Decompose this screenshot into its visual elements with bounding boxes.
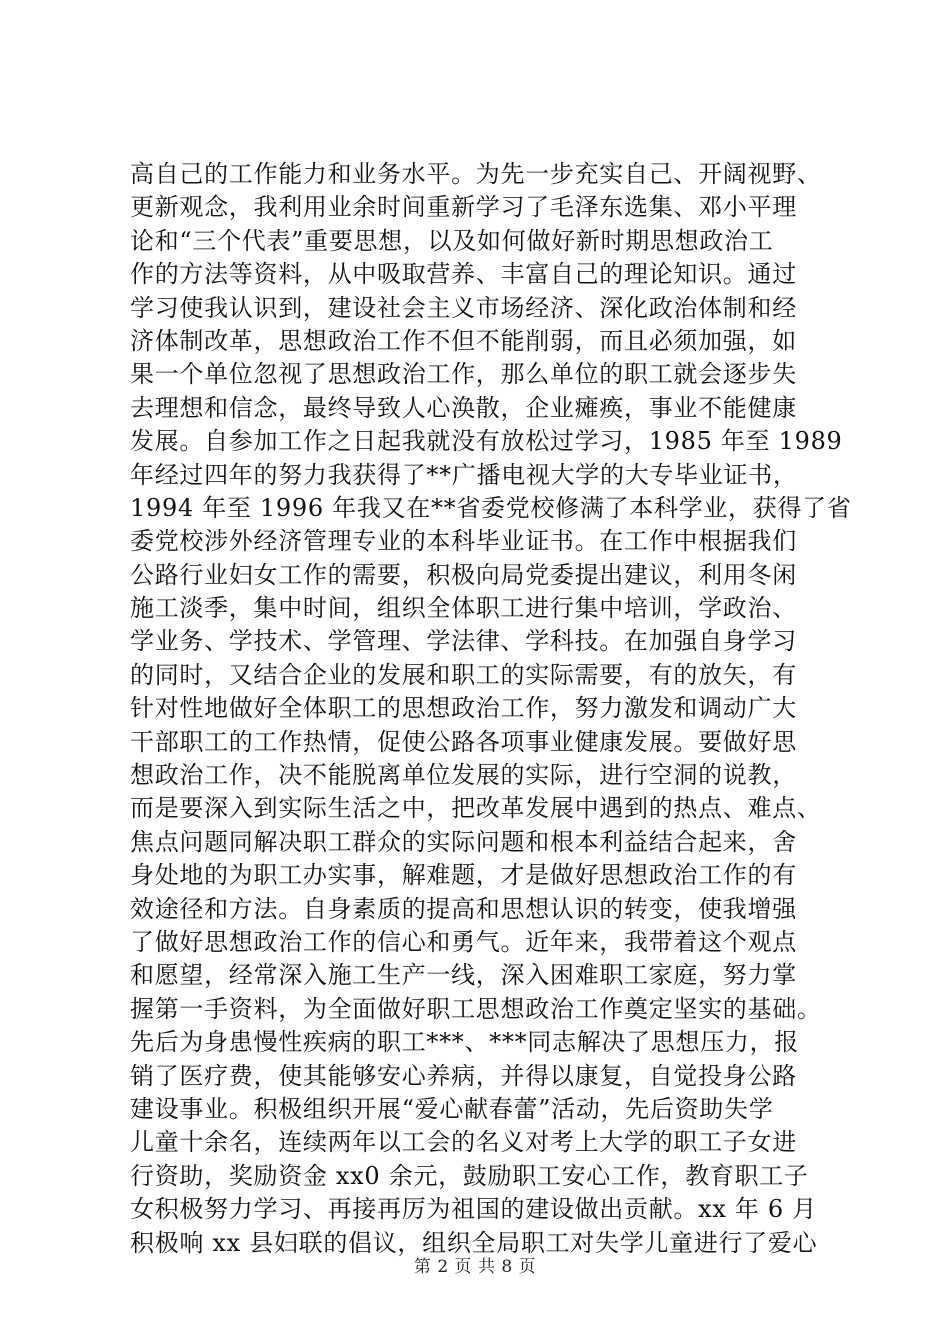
text-line: 先后为身患慢性疾病的职工***、***同志解决了思想压力，报 bbox=[130, 1028, 799, 1057]
text-line: 了做好思想政治工作的信心和勇气。近年来，我带着这个观点 bbox=[130, 927, 797, 956]
text-line: 身处地的为职工办实事，解难题，才是做好思想政治工作的有 bbox=[130, 861, 797, 890]
text-line: 建设事业。积极组织开展“爱心献春蕾”活动，先后资助失学 bbox=[130, 1094, 774, 1123]
text-line: 高自己的工作能力和业务水平。为先一步充实自己、开阔视野、 bbox=[130, 160, 822, 188]
text-line: 作的方法等资料，从中吸取营养、丰富自己的理论知识。通过 bbox=[130, 260, 797, 289]
text-line: 果一个单位忽视了思想政治工作，那么单位的职工就会逐步失 bbox=[130, 360, 797, 389]
text-line: 想政治工作，决不能脱离单位发展的实际，进行空洞的说教， bbox=[130, 761, 797, 790]
text-line: 干部职工的工作热情，促使公路各项事业健康发展。要做好思 bbox=[130, 727, 797, 756]
text-line: 握第一手资料，为全面做好职工思想政治工作奠定坚实的基础。 bbox=[130, 994, 822, 1023]
body-text bbox=[130, 158, 852, 1260]
text-line: 儿童十余名，连续两年以工会的名义对考上大学的职工子女进 bbox=[130, 1128, 797, 1157]
text-line: 年经过四年的努力我获得了**广播电视大学的大专毕业证书， bbox=[130, 460, 798, 489]
text-line: 的同时，又结合企业的发展和职工的实际需要，有的放矢，有 bbox=[130, 660, 797, 689]
text-line: 1994 年至 1996 年我又在**省委党校修满了本科学业，获得了省 bbox=[130, 493, 852, 522]
text-line: 施工淡季，集中时间，组织全体职工进行集中培训，学政治、 bbox=[130, 594, 797, 623]
text-line: 论和“三个代表”重要思想，以及如何做好新时期思想政治工 bbox=[130, 226, 774, 255]
text-line: 学业务、学技术、学管理、学法律、学科技。在加强自身学习 bbox=[130, 627, 797, 656]
text-line: 发展。自参加工作之日起我就没有放松过学习，1985 年至 1989 bbox=[130, 427, 843, 456]
text-line: 公路行业妇女工作的需要，积极向局党委提出建议，利用冬闲 bbox=[130, 560, 797, 589]
text-line: 行资助，奖励资金 xx0 余元，鼓励职工安心工作，教育职工子 bbox=[130, 1161, 809, 1190]
text-line: 委党校涉外经济管理专业的本科毕业证书。在工作中根据我们 bbox=[130, 527, 797, 556]
text-line: 和愿望，经常深入施工生产一线，深入困难职工家庭，努力掌 bbox=[130, 961, 797, 990]
text-line: 济体制改革，思想政治工作不但不能削弱，而且必须加强，如 bbox=[130, 326, 797, 355]
text-line: 焦点问题同解决职工群众的实际问题和根本利益结合起来，舍 bbox=[130, 827, 797, 856]
text-line: 销了医疗费，使其能够安心养病，并得以康复，自觉投身公路 bbox=[130, 1061, 797, 1090]
text-line: 效途径和方法。自身素质的提高和思想认识的转变，使我增强 bbox=[130, 894, 797, 923]
text-line: 积极响 xx 县妇联的倡议，组织全局职工对失学儿童进行了爱心 bbox=[130, 1228, 818, 1257]
text-line: 去理想和信念，最终导致人心涣散，企业瘫痪，事业不能健康 bbox=[130, 393, 797, 422]
text-line: 更新观念，我利用业余时间重新学习了毛泽东选集、邓小平理 bbox=[130, 193, 797, 222]
text-line: 学习使我认识到，建设社会主义市场经济、深化政治体制和经 bbox=[130, 293, 797, 322]
text-line: 而是要深入到实际生活之中，把改革发展中遇到的热点、难点、 bbox=[130, 794, 822, 823]
page-footer: 第 2 页 共 8 页 bbox=[413, 1257, 537, 1277]
text-line: 针对性地做好全体职工的思想政治工作，努力激发和调动广大 bbox=[130, 694, 797, 723]
text-line: 女积极努力学习、再接再厉为祖国的建设做出贡献。xx 年 6 月 bbox=[130, 1195, 817, 1224]
